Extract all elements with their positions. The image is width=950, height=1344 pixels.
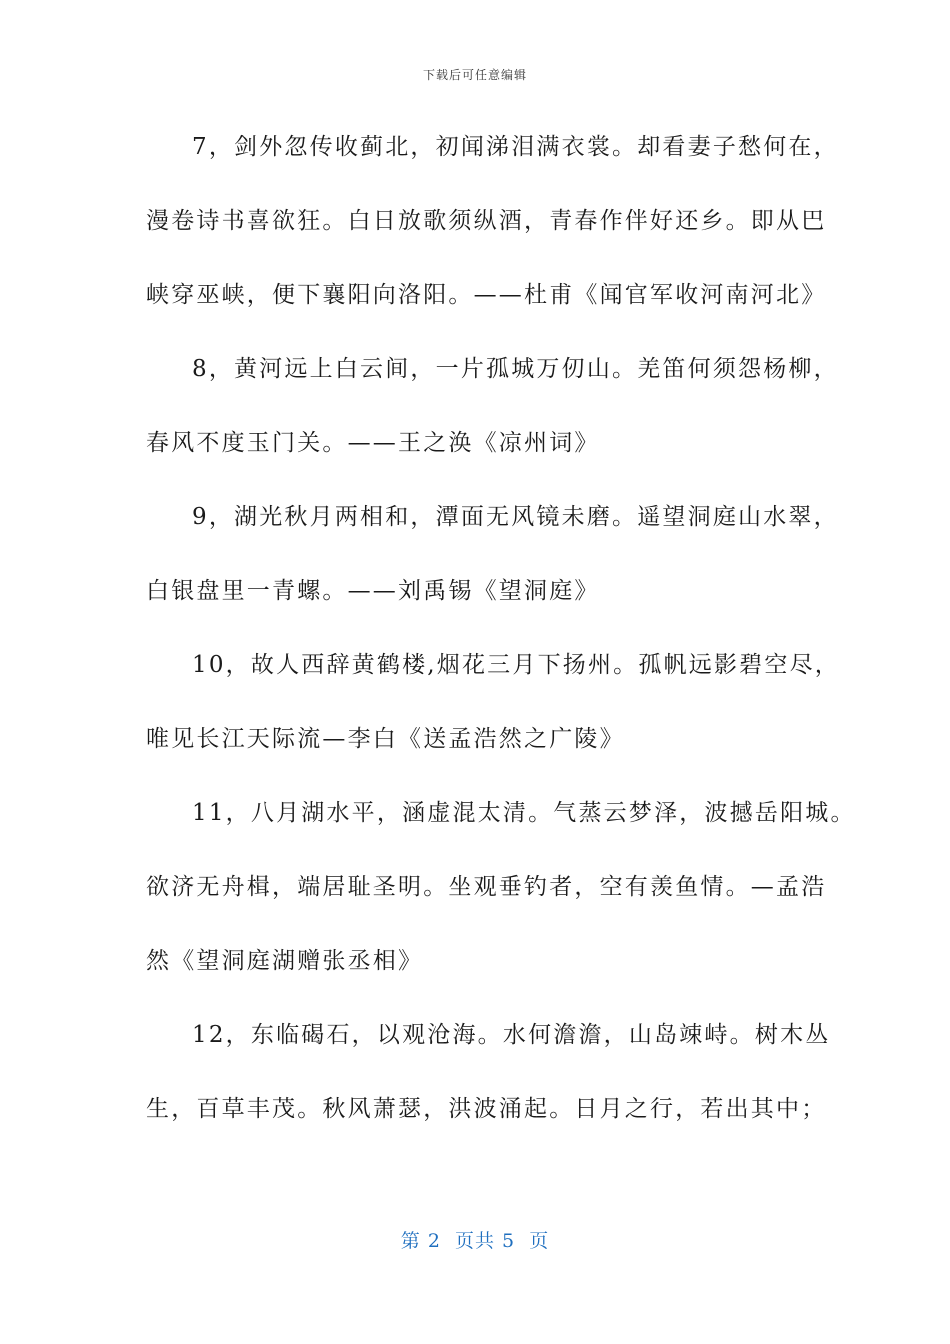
text-line: 然《望洞庭湖赠张丞相》 [146, 948, 424, 974]
page-number-footer: 第 2 页共 5 页 [400, 1230, 550, 1252]
text-line: 10，故人西辞黄鹤楼,烟花三月下扬州。孤帆远影碧空尽， [192, 652, 840, 678]
text-line: 7，剑外忽传收蓟北，初闻涕泪满衣裳。却看妻子愁何在， [192, 134, 839, 160]
text-line: 唯见长江天际流—李白《送孟浩然之广陵》 [146, 726, 625, 752]
text-line: 漫卷诗书喜欲狂。白日放歌须纵酒，青春作伴好还乡。即从巴 [146, 208, 827, 234]
text-line: 11，八月湖水平，涵虚混太清。气蒸云梦泽，波撼岳阳城。 [192, 800, 856, 826]
text-line: 9，湖光秋月两相和，潭面无风镜未磨。遥望洞庭山水翠， [192, 504, 839, 530]
text-line: 生，百草丰茂。秋风萧瑟，洪波涌起。日月之行，若出其中； [146, 1096, 827, 1122]
text-line: 欲济无舟楫，端居耻圣明。坐观垂钓者，空有羡鱼情。—孟浩 [146, 874, 827, 900]
text-line: 12，东临碣石，以观沧海。水何澹澹，山岛竦峙。树木丛 [192, 1022, 831, 1048]
text-line: 8，黄河远上白云间，一片孤城万仞山。羌笛何须怨杨柳， [192, 356, 839, 382]
poem-text-body [146, 125, 856, 1161]
text-line: 春风不度玉门关。——王之涣《凉州词》 [146, 430, 600, 456]
text-line: 白银盘里一青螺。——刘禹锡《望洞庭》 [146, 578, 600, 604]
page-header: 下载后可任意编辑 [422, 68, 527, 82]
text-line: 峡穿巫峡，便下襄阳向洛阳。——杜甫《闻官军收河南河北》 [146, 282, 827, 308]
